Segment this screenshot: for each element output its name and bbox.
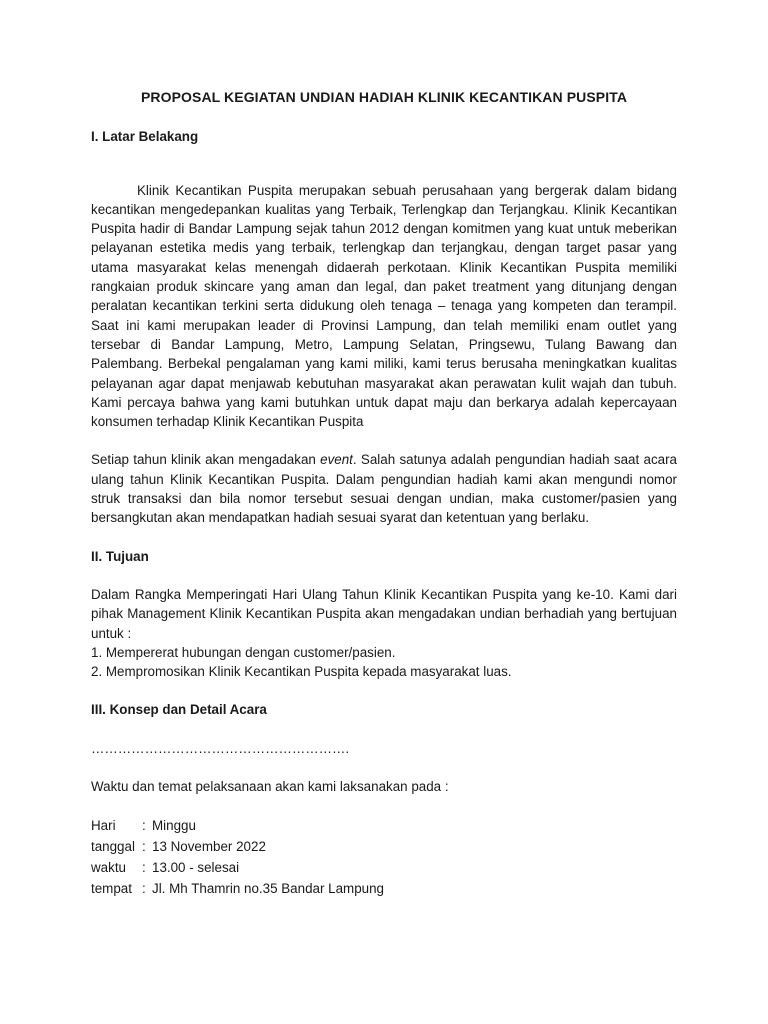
detail-row-date	[91, 836, 677, 857]
paragraph-text: . Salah satunya adalah pengundian hadiah saat acara ulang tahun Klinik Kecantikan Puspita. Dalam pengundian hadiah kami akan mengundi nomor struk transaksi dan bila nomor tersebut sesuai dengan undian, maka customer/pasien yang bersangkutan akan mendapatkan hadiah sesuai syarat dan ketentuan yang berlaku.	[91, 452, 678, 526]
purpose-item: 1. Mempererat hubungan dengan customer/pasien.	[91, 644, 396, 660]
spacer	[91, 720, 677, 739]
detail-row-time	[91, 857, 677, 878]
section-heading-background: I. Latar Belakang	[91, 129, 199, 145]
paragraph-italic-text: event	[320, 452, 353, 468]
detail-value: Jl. Mh Thamrin no.35 Bandar Lampung	[152, 881, 384, 897]
detail-label: tanggal	[91, 839, 135, 855]
detail-separator: :	[142, 839, 146, 855]
detail-row-day	[91, 815, 677, 836]
spacer	[91, 147, 677, 181]
document-title: PROPOSAL KEGIATAN UNDIAN HADIAH KLINIK KECANTIKAN PUSPITA	[140, 89, 628, 105]
background-paragraph-1: Klinik Kecantikan Puspita merupakan sebuah perusahaan yang bergerak dalam bidang kecantikan mengedepankan kualitas yang Terbaik, Terlengkap dan Terjangkau. Klinik Kecantikan Puspita hadir di Bandar Lampung sejak tahun 2012 dengan komitmen yang kuat untuk meberikan pelayanan estetika medis yang terbaik, terlengkap dan terjangkau, dengan target pasar yang utama masyarakat kelas menengah didaerah perkotaan. Klinik Kecantikan Puspita memiliki rangkaian produk skincare yang aman dan legal, dan paket treatment yang ditunjang dengan peralatan kecantikan terkini serta didukung oleh tenaga – tenaga yang kompeten dan terampil. Saat ini kami merupakan leader di Provinsi Lampung, dan telah memiliki enam outlet yang tersebar di Bandar Lampung, Metro, Lampung Selatan, Pringsewu, Tulang Bawang dan Palembang. Berbekal pengalaman yang kami miliki, kami terus berusaha meningkatkan kualitas pelayanan agar dapat menjawab kebutuhan masyarakat akan perawatan kulit wajah dan tubuh. Kami percaya bahwa yang kami butuhkan untuk dapat maju dan berkarya adalah kepercayaan konsumen terhadap Klinik Kecantikan Puspita	[91, 182, 677, 430]
spacer	[91, 796, 677, 815]
detail-value: 13 November 2022	[152, 839, 266, 855]
detail-separator: :	[142, 881, 146, 897]
purpose-intro: Dalam Rangka Memperingati Hari Ulang Tahun Klinik Kecantikan Puspita yang ke-10. Kami dari pihak Management Klinik Kecantikan Puspita akan mengadakan undian berhadiah yang bertujuan untuk :	[91, 586, 677, 641]
concept-placeholder: ………………………………………………….	[91, 740, 350, 756]
purpose-item: 2. Mempromosikan Klinik Kecantikan Puspita kepada masyarakat luas.	[91, 664, 512, 680]
spacer	[91, 528, 677, 547]
detail-value: Minggu	[152, 818, 196, 834]
detail-value: 13.00 - selesai	[152, 860, 240, 876]
detail-label: Hari	[91, 818, 116, 834]
detail-label: tempat	[91, 881, 132, 897]
detail-row-place	[91, 878, 677, 899]
detail-label: waktu	[91, 860, 126, 876]
schedule-intro: Waktu dan temat pelaksanaan akan kami laksanakan pada :	[91, 779, 449, 795]
section-heading-purpose: II. Tujuan	[91, 548, 149, 564]
spacer	[91, 566, 677, 585]
paragraph-text: Setiap tahun klinik akan mengadakan	[91, 452, 321, 468]
detail-separator: :	[142, 818, 146, 834]
background-paragraph-2	[91, 450, 677, 527]
spacer	[91, 758, 677, 777]
detail-separator: :	[142, 860, 146, 876]
section-heading-concept: III. Konsep dan Detail Acara	[91, 702, 267, 718]
document-page	[91, 88, 677, 899]
spacer	[91, 431, 677, 450]
spacer	[91, 681, 677, 700]
